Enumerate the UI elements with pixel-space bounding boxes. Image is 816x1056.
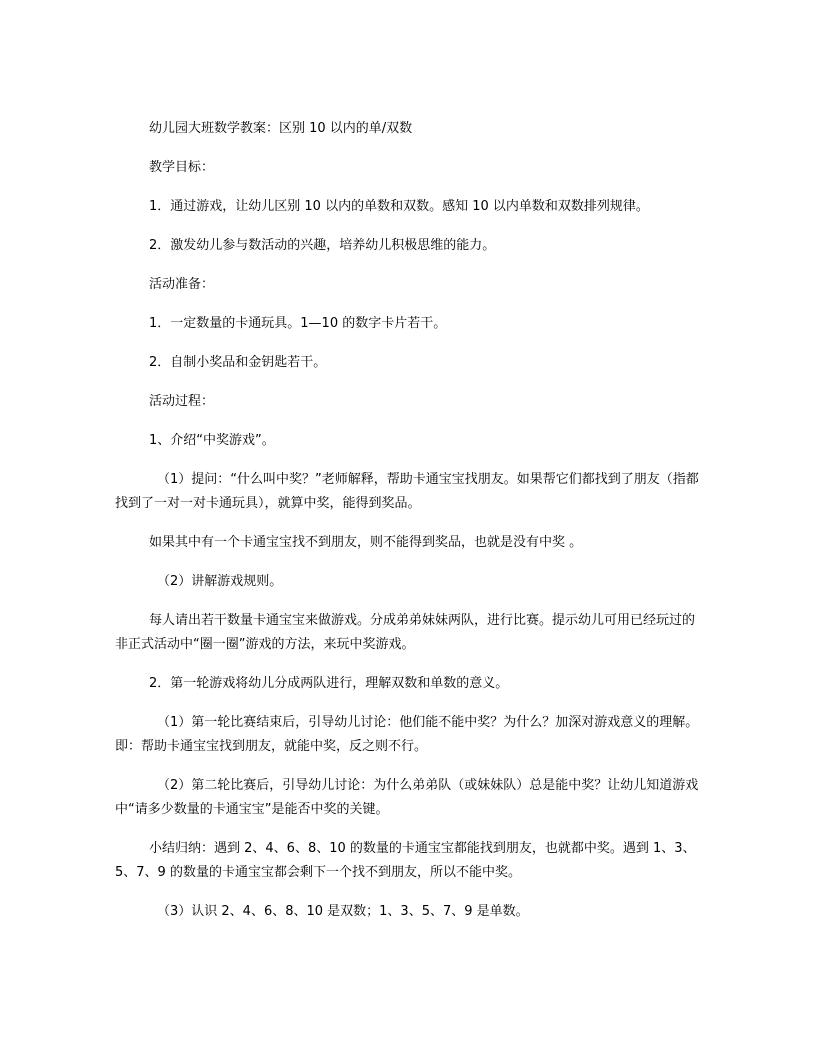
section-heading-goals: 教学目标： xyxy=(149,160,215,175)
process-summary: 小结归纳：遇到 2、4、6、8、10 的数量的卡通宝宝都能找到朋友，也就都中奖。遇到 1、3、5、7、9 的数量的卡通宝宝都会剩下一个找不到朋友，所以不能中奖。 xyxy=(115,841,696,880)
section-heading-preparation: 活动准备： xyxy=(149,277,215,292)
document-title: 幼儿园大班数学教案：区别 10 以内的单/双数 xyxy=(149,121,413,136)
process-paragraph-teams: 每人请出若干数量卡通宝宝来做游戏。分成弟弟妹妹两队，进行比赛。提示幼儿可用已经玩过的非正式活动中“圈一圈”游戏的方法，来玩中奖游戏。 xyxy=(115,613,696,652)
section-heading-process: 活动过程： xyxy=(149,394,215,409)
goal-item-1: 1．通过游戏，让幼儿区别 10 以内的单数和双数。感知 10 以内单数和双数排列规律。 xyxy=(149,199,649,214)
preparation-item-2: 2．自制小奖品和金钥匙若干。 xyxy=(149,355,327,370)
process-substep-round1: （1）第一轮比赛结束后，引导幼儿讨论：他们能不能中奖？为什么？加深对游戏意义的理解。即：帮助卡通宝宝找到朋友，就能中奖，反之则不行。 xyxy=(115,715,699,754)
document-body xyxy=(115,117,705,939)
process-paragraph-no-prize: 如果其中有一个卡通宝宝找不到朋友，则不能得到奖品，也就是没有中奖 。 xyxy=(149,535,583,550)
process-step-2: 2．第一轮游戏将幼儿分成两队进行，理解双数和单数的意义。 xyxy=(149,676,509,691)
process-substep-rules: （2）讲解游戏规则。 xyxy=(157,574,283,589)
process-substep-question: （1）提问：“什么叫中奖？”老师解释，帮助卡通宝宝找朋友。如果帮它们都找到了朋友（指都找到了一对一对卡通玩具），就算中奖，能得到奖品。 xyxy=(115,472,699,511)
process-step-1: 1、介绍“中奖游戏”。 xyxy=(149,433,275,448)
process-substep-round2: （2）第二轮比赛后，引导幼儿讨论：为什么弟弟队（或妹妹队）总是能中奖？让幼儿知道游戏中“请多少数量的卡通宝宝”是能否中奖的关键。 xyxy=(115,778,699,817)
process-substep-recognize: （3）认识 2、4、6、8、10 是双数；1、3、5、7、9 是单数。 xyxy=(157,904,529,919)
goal-item-2: 2．激发幼儿参与数活动的兴趣，培养幼儿积极思维的能力。 xyxy=(149,238,496,253)
preparation-item-1: 1．一定数量的卡通玩具。1—10 的数字卡片若干。 xyxy=(149,316,447,331)
